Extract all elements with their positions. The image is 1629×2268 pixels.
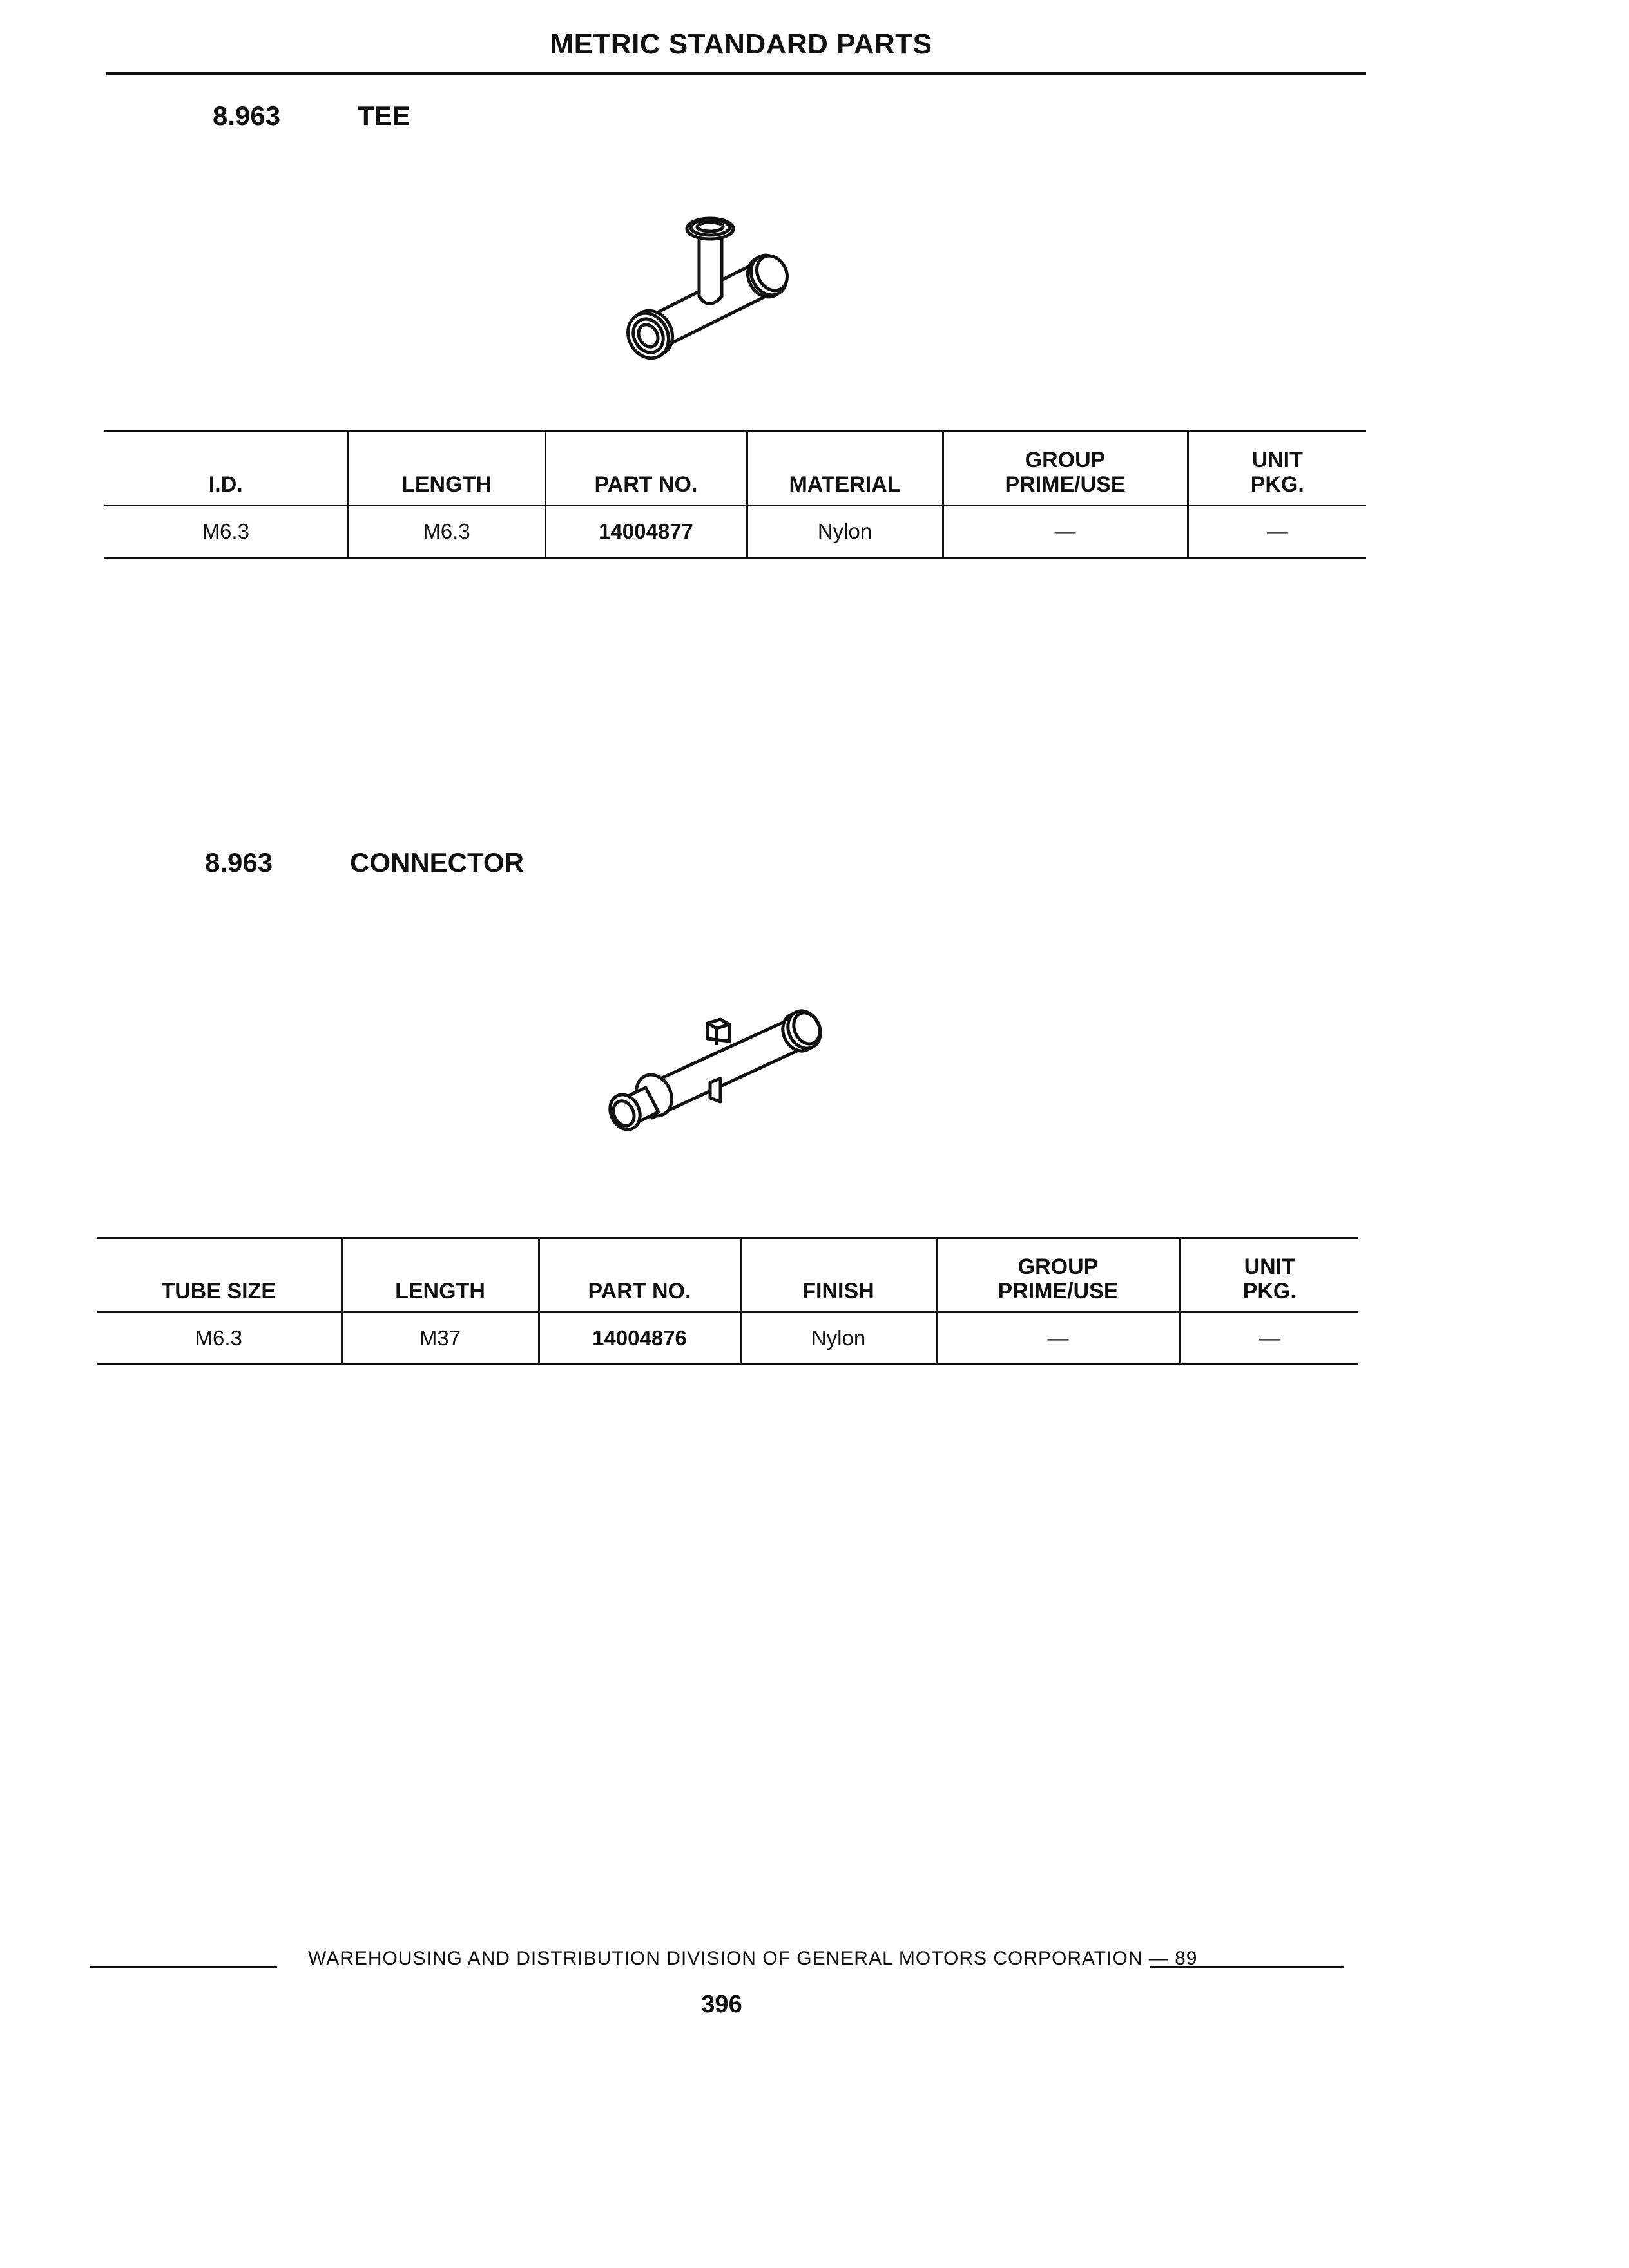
column-header: PART NO.	[539, 1238, 740, 1312]
table-cell: —	[1180, 1312, 1358, 1365]
table-row	[104, 506, 1366, 558]
tee-fitting-icon	[619, 209, 825, 370]
column-header: GROUP PRIME/USE	[943, 432, 1188, 506]
footer-rule-right	[1150, 1966, 1344, 1968]
table-cell: M6.3	[97, 1312, 342, 1365]
tee-parts-table	[104, 430, 1366, 559]
table-row	[97, 1312, 1358, 1365]
connector-parts-table	[97, 1237, 1358, 1365]
page-title: METRIC STANDARD PARTS	[550, 28, 932, 60]
table-header-row	[97, 1238, 1358, 1312]
column-header: I.D.	[104, 432, 348, 506]
column-header: UNIT PKG.	[1188, 432, 1366, 506]
column-header: LENGTH	[342, 1238, 539, 1312]
table-cell: —	[1188, 506, 1366, 558]
section-number: 8.963	[205, 847, 273, 878]
table-cell: M6.3	[348, 506, 545, 558]
connector-fitting-icon	[599, 986, 844, 1134]
table-cell: —	[936, 1312, 1180, 1365]
table-cell: —	[943, 506, 1188, 558]
section-name: TEE	[358, 101, 410, 131]
section-number: 8.963	[213, 101, 281, 131]
table-cell: Nylon	[747, 506, 943, 558]
table-cell: M6.3	[104, 506, 348, 558]
column-header: GROUP PRIME/USE	[936, 1238, 1180, 1312]
section-name: CONNECTOR	[350, 847, 524, 878]
column-header: FINISH	[740, 1238, 936, 1312]
column-header: MATERIAL	[747, 432, 943, 506]
table-cell: Nylon	[740, 1312, 936, 1365]
table-cell: 14004877	[545, 506, 747, 558]
footer-text: WAREHOUSING AND DISTRIBUTION DIVISION OF GENERAL MOTORS CORPORATION — 89	[308, 1948, 1198, 1969]
column-header: LENGTH	[348, 432, 545, 506]
footer-rule-left	[90, 1966, 277, 1968]
column-header: TUBE SIZE	[97, 1238, 342, 1312]
table-header-row	[104, 432, 1366, 506]
column-header: UNIT PKG.	[1180, 1238, 1358, 1312]
table-cell: M37	[342, 1312, 539, 1365]
title-rule	[106, 72, 1366, 75]
table-cell: 14004876	[539, 1312, 740, 1365]
page-number: 396	[701, 1991, 742, 2018]
column-header: PART NO.	[545, 432, 747, 506]
